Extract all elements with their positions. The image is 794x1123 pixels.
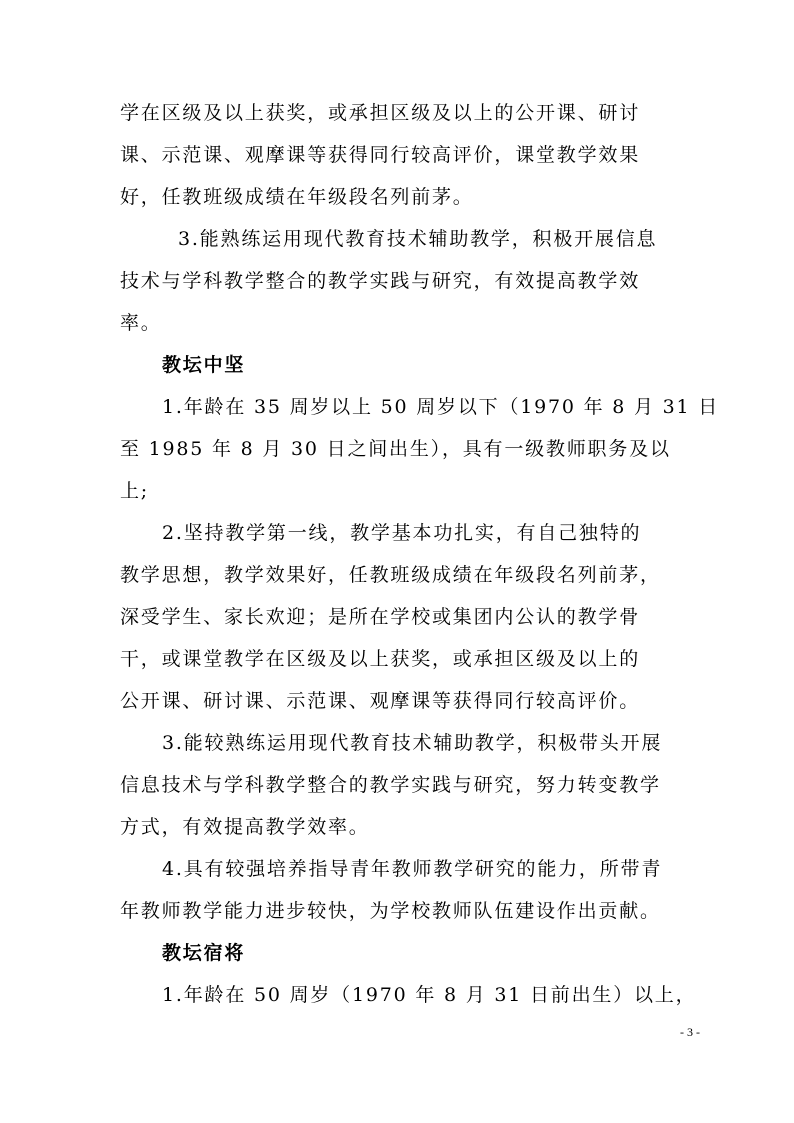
section-heading-core: 教坛中坚 xyxy=(162,354,246,376)
section-heading-veteran: 教坛宿将 xyxy=(162,942,246,964)
text-line-18: 方式，有效提高教学效率。 xyxy=(120,816,370,838)
text-line-15: 公开课、研讨课、示范课、观摩课等获得同行较高评价。 xyxy=(120,690,641,712)
text-line-2: 课、示范课、观摩课等获得同行较高评价，课堂教学效果 xyxy=(120,144,641,166)
text-line-16: 3.能较熟练运用现代教育技术辅助教学，积极带头开展 xyxy=(162,732,663,754)
text-line-20: 年教师教学能力进步较快，为学校教师队伍建设作出贡献。 xyxy=(120,900,661,922)
text-line-22: 1.年龄在 50 周岁（1970 年 8 月 31 日前出生）以上， xyxy=(162,984,697,1006)
text-line-3: 好，任教班级成绩在年级段名列前茅。 xyxy=(120,186,474,208)
text-line-6: 率。 xyxy=(120,312,162,334)
text-line-19: 4.具有较强培养指导青年教师教学研究的能力，所带青 xyxy=(162,858,663,880)
text-line-9: 至 1985 年 8 月 30 日之间出生），具有一级教师职务及以 xyxy=(120,438,671,460)
text-line-4: 3.能熟练运用现代教育技术辅助教学，积极开展信息 xyxy=(178,228,658,250)
text-line-14: 干，或课堂教学在区级及以上获奖，或承担区级及以上的 xyxy=(120,648,641,670)
text-line-17: 信息技术与学科教学整合的教学实践与研究，努力转变教学 xyxy=(120,774,661,796)
text-line-1: 学在区级及以上获奖，或承担区级及以上的公开课、研讨 xyxy=(120,102,641,124)
text-line-11: 2.坚持教学第一线，教学基本功扎实，有自己独特的 xyxy=(162,522,642,544)
page-number: - 3 - xyxy=(680,1025,700,1039)
document-body xyxy=(120,92,720,1016)
text-line-5: 技术与学科教学整合的教学实践与研究，有效提高教学效 xyxy=(120,270,641,292)
text-line-10: 上; xyxy=(120,480,150,502)
text-line-12: 教学思想，教学效果好，任教班级成绩在年级段名列前茅， xyxy=(120,564,661,586)
text-line-13: 深受学生、家长欢迎；是所在学校或集团内公认的教学骨 xyxy=(120,606,641,628)
text-line-8: 1.年龄在 35 周岁以上 50 周岁以下（1970 年 8 月 31 日 xyxy=(162,396,720,418)
